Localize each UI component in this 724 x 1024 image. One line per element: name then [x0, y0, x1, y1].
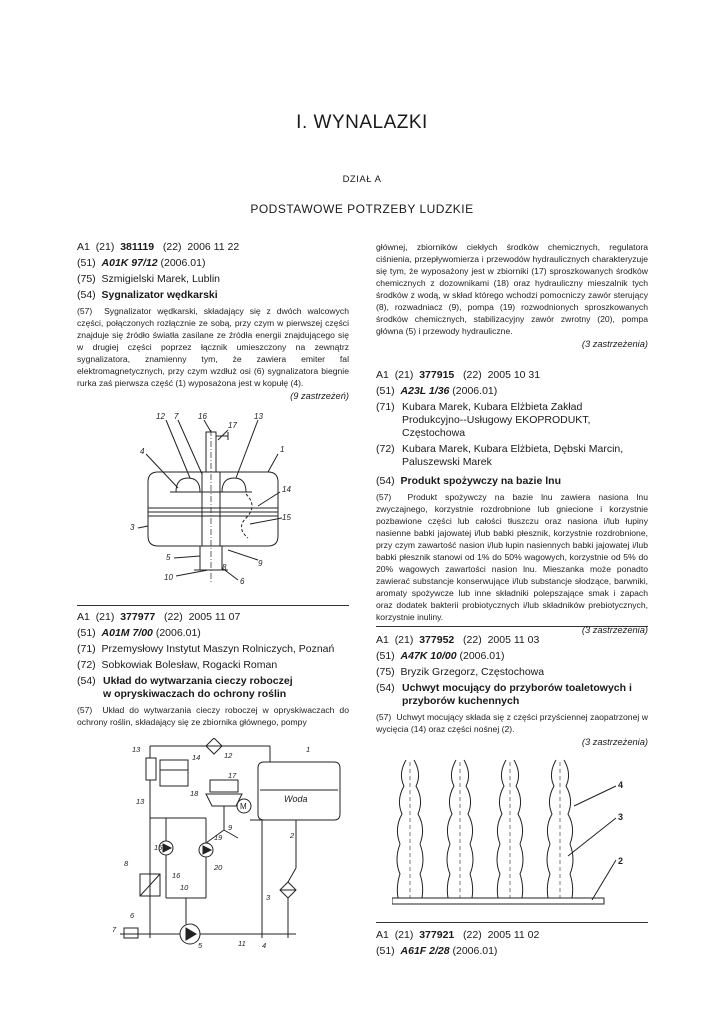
section-division: DZIAŁ A: [342, 174, 382, 185]
ipc-year: (2006.01): [459, 650, 505, 662]
abstract: [376, 711, 648, 735]
entry-divider: [77, 605, 349, 606]
code-21: (21): [394, 634, 414, 646]
fig2-label: 13: [132, 745, 141, 754]
applicant-line: [77, 643, 349, 656]
abstract-continued: głównej, zbiorników ciekłych środków chemicznych, regulatora ciśnienia, przepływomierza i przewodów hydraulicznych charakteryzuje się tym, że wyposażony jest w zbiorniki (17) sproszkowanych środków chemicznych z dozownikami (18) oraz hydrauliczny mieszalnik tych środków z wodą, w skład którego wchodzi pomocniczy zawór sterujący (8), rozwadniacz (9), pompa (19) rozwodnionych sproszkowanych środków chemicznych, stabilizacyjny zawór zwrotny (20), pompa główna (5) i przewody hydrauliczne.: [376, 242, 648, 336]
fig2-tank-label: Woda: [284, 794, 308, 804]
kind-code: A1: [376, 634, 389, 646]
applicant-line: [77, 273, 349, 286]
fig1-label: 13: [254, 412, 263, 421]
entry-377921: [376, 929, 648, 961]
invention-title: Uchwyt mocujący do przyborów toaletowych i przyborów kuchennych: [402, 682, 632, 707]
fig1-label: 4: [140, 447, 145, 456]
code-21: (21): [95, 611, 115, 623]
ipc-year: (2006.01): [155, 627, 201, 639]
application-number: 377921: [419, 929, 455, 941]
entry-divider: [376, 626, 648, 627]
ipc-class: A61F 2/28: [400, 945, 450, 957]
ipc-line: [376, 650, 648, 663]
fig1-label: 6: [240, 577, 245, 586]
abstract-text: Układ do wytwarzania cieczy roboczej w opryskiwaczach do ochrony roślin, składający się ze zbiornika głównego, pompy: [77, 705, 349, 727]
code-54: (54): [77, 289, 96, 301]
fig2-label: 16: [172, 871, 181, 880]
kind-code: A1: [77, 611, 90, 623]
claims-count: (9 zastrzeżeń): [290, 391, 349, 401]
inventors: Sobkowiak Bolesław, Rogacki Roman: [101, 659, 278, 671]
application-number: 377977: [120, 611, 156, 623]
filing-date: 2005 11 02: [487, 929, 540, 941]
applicant: Szmigielski Marek, Lublin: [101, 273, 220, 285]
claims-count: (3 zastrzeżenia): [581, 339, 648, 349]
code-22: (22): [463, 369, 482, 381]
entry-377977: [77, 611, 349, 728]
applicant-line: [376, 666, 648, 679]
fig2-label: 15: [154, 843, 163, 852]
fig2-label: 13: [136, 797, 145, 806]
fig1-label: 12: [156, 412, 165, 421]
figure-sprayer-system: [110, 738, 350, 952]
title-line: [376, 682, 648, 708]
entry-381119: [77, 241, 349, 402]
entry-377952: [376, 634, 648, 748]
ipc-class: A01M 7/00: [101, 627, 153, 639]
code-57: (57): [77, 306, 93, 316]
invention-title: Produkt spożywczy na bazie lnu: [400, 475, 561, 487]
code-71: (71): [77, 643, 96, 655]
ipc-class: A23L 1/36: [400, 385, 450, 397]
application-number: 377952: [419, 634, 455, 646]
invention-title: Układ do wytwarzania cieczy roboczej w opryskiwaczach do ochrony roślin: [103, 675, 293, 700]
fig2-label: 17: [228, 771, 237, 780]
filing-date: 2005 10 31: [487, 369, 541, 381]
code-22: (22): [463, 929, 482, 941]
applicant: Bryzik Grzegorz, Częstochowa: [400, 666, 545, 678]
entry-header: [376, 634, 648, 647]
title-line: [77, 289, 349, 302]
filing-date: 2005 11 03: [487, 634, 540, 646]
ipc-line: [77, 257, 349, 270]
fig2-label: 20: [214, 863, 223, 872]
kind-code: A1: [376, 369, 389, 381]
filing-date: 2006 11 22: [187, 241, 240, 253]
claims-count: (3 zastrzeżenia): [581, 625, 648, 635]
fig2-label: 18: [190, 789, 199, 798]
code-54: (54): [376, 475, 395, 487]
ipc-year: (2006.01): [452, 385, 498, 397]
ipc-class: A01K 97/12: [101, 257, 158, 269]
code-54: (54): [77, 675, 96, 687]
code-57: (57): [77, 705, 93, 715]
claims-count: (3 zastrzeżenia): [581, 737, 648, 747]
inventor-line: [77, 659, 349, 672]
code-51: (51): [376, 650, 395, 662]
fig1-label: 17: [228, 421, 237, 430]
code-72: (72): [376, 443, 395, 455]
fig3-label: 4: [618, 780, 624, 790]
code-54: (54): [376, 682, 395, 694]
entry-header: [77, 611, 349, 624]
abstract-text: Produkt spożywczy na bazie lnu zawiera nasiona lnu zwyczajnego, korzystnie rozdrobnione lub gniecione i korzystnie pozbawione części lub całości tłuszczu oraz nasiona i/lub łupiny nasienne babki jajowatej i/lub babki płesznik, korzystnie rozdrobnione, przy czym zawartość nasion i/lub łupin nasiennych babki jajowatej i/lub babki płesznik stanowi od 1% do 50% wagowych, korzystnie od 5% do 20% wagowych zawartości nasion lnu. Mieszanka może ponadto zawierać substancje konserwujące i/lub substancje słodzące, barwniki, aromaty spożywcze lub inne składniki polepszające smak i zapach oraz dodatek bakterii probiotycznych i/lub składników prebiotycznych, korzystnie inuliny.: [376, 492, 648, 622]
abstract: [77, 305, 349, 389]
filing-date: 2005 11 07: [188, 611, 241, 623]
fig2-label: 3: [266, 893, 271, 902]
fig2-label: 10: [180, 883, 189, 892]
abstract: [376, 491, 648, 623]
fig2-label: 11: [238, 939, 246, 948]
code-57: (57): [376, 492, 392, 502]
code-71: (71): [376, 401, 395, 413]
ipc-class: A47K 10/00: [400, 650, 457, 662]
code-51: (51): [77, 257, 96, 269]
entry-header: [77, 241, 349, 254]
fig2-label: 8: [124, 859, 129, 868]
page-title: I. WYNALAZKI: [296, 112, 428, 133]
code-22: (22): [164, 611, 183, 623]
kind-code: A1: [77, 241, 90, 253]
fig1-label: 15: [282, 513, 291, 522]
entry-divider: [376, 922, 648, 923]
fig2-label: 9: [228, 823, 233, 832]
fig1-label: 14: [282, 485, 291, 494]
fig2-label: 6: [130, 911, 135, 920]
code-21: (21): [95, 241, 115, 253]
invention-title: Sygnalizator wędkarski: [101, 289, 218, 301]
fig2-label: 12: [224, 751, 233, 760]
code-22: (22): [162, 241, 182, 253]
fig1-label: 5: [166, 553, 171, 562]
entry-377977-continued: [376, 241, 648, 350]
fig1-label: 9: [258, 559, 263, 568]
inventor-line: [376, 443, 648, 469]
abstract: [77, 704, 349, 728]
code-51: (51): [376, 385, 395, 397]
applicant: Przemysłowy Instytut Maszyn Rolniczych, Poznań: [101, 643, 335, 655]
code-57: (57): [376, 712, 392, 722]
code-51: (51): [376, 945, 395, 957]
fig1-label: 8: [222, 563, 227, 572]
inventors: Kubara Marek, Kubara Elżbieta, Dębski Marcin, Paluszewski Marek: [402, 443, 624, 468]
fig3-label: 2: [618, 856, 624, 866]
ipc-line: [376, 385, 648, 398]
code-21: (21): [394, 929, 414, 941]
code-72: (72): [77, 659, 96, 671]
entry-377915: [376, 369, 648, 636]
code-75: (75): [77, 273, 96, 285]
fig2-motor-label: M: [240, 802, 247, 811]
ipc-line: [376, 945, 648, 958]
code-75: (75): [376, 666, 395, 678]
applicant-line: [376, 401, 648, 440]
fig2-label: 19: [214, 833, 223, 842]
fig1-label: 1: [280, 445, 285, 454]
fig1-label: 3: [130, 523, 135, 532]
fig2-label: 5: [198, 941, 203, 950]
fig2-label: 7: [112, 925, 117, 934]
fig3-label: 3: [618, 812, 624, 822]
entry-header: [376, 369, 648, 382]
fig1-label: 16: [198, 412, 207, 421]
fig1-label: 7: [174, 412, 179, 421]
title-line: [376, 475, 648, 488]
abstract-text: Sygnalizator wędkarski, składający się z dwóch walcowych części, połączonych rozłącznie ze sobą, przy czym w pierwszej części znajduje się źródło światła zasilane ze źródła energii znajdującego się w drugiej części poprzez łącznik umieszczony na zewnątrz sygnalizatora, znamienny tym, że zawiera emiter fal elektromagnetycznych, przy czym wzdłuż osi (6) sygnalizatora biegnie rurka zaś pierwsza część (1) wyposażona jest w kopułę (4).: [77, 306, 350, 388]
application-number: 381119: [120, 241, 155, 253]
fig2-label: 1: [306, 745, 311, 754]
title-line: [77, 675, 349, 701]
application-number: 377915: [419, 369, 455, 381]
figure-fishing-signaller: [118, 410, 308, 588]
ipc-year: (2006.01): [452, 945, 498, 957]
fig2-label: 4: [262, 941, 267, 950]
code-51: (51): [77, 627, 96, 639]
code-22: (22): [463, 634, 482, 646]
section-title: PODSTAWOWE POTRZEBY LUDZKIE: [250, 202, 474, 216]
fig2-label: 2: [290, 831, 295, 840]
abstract-text: Uchwyt mocujący składa się z części przyściennej zaopatrzonej w wycięcia (14) oraz części nośnej (2).: [376, 712, 648, 734]
kind-code: A1: [376, 929, 389, 941]
fig2-label: 14: [192, 753, 201, 762]
ipc-year: (2006.01): [160, 257, 206, 269]
fig1-label: 10: [164, 573, 173, 582]
entry-header: [376, 929, 648, 942]
code-21: (21): [394, 369, 414, 381]
figure-holder: [392, 756, 640, 908]
applicant: Kubara Marek, Kubara Elżbieta Zakład Produkcyjno--Usługowy EKOPRODUKT, Częstochowa: [402, 401, 591, 439]
ipc-line: [77, 627, 349, 640]
